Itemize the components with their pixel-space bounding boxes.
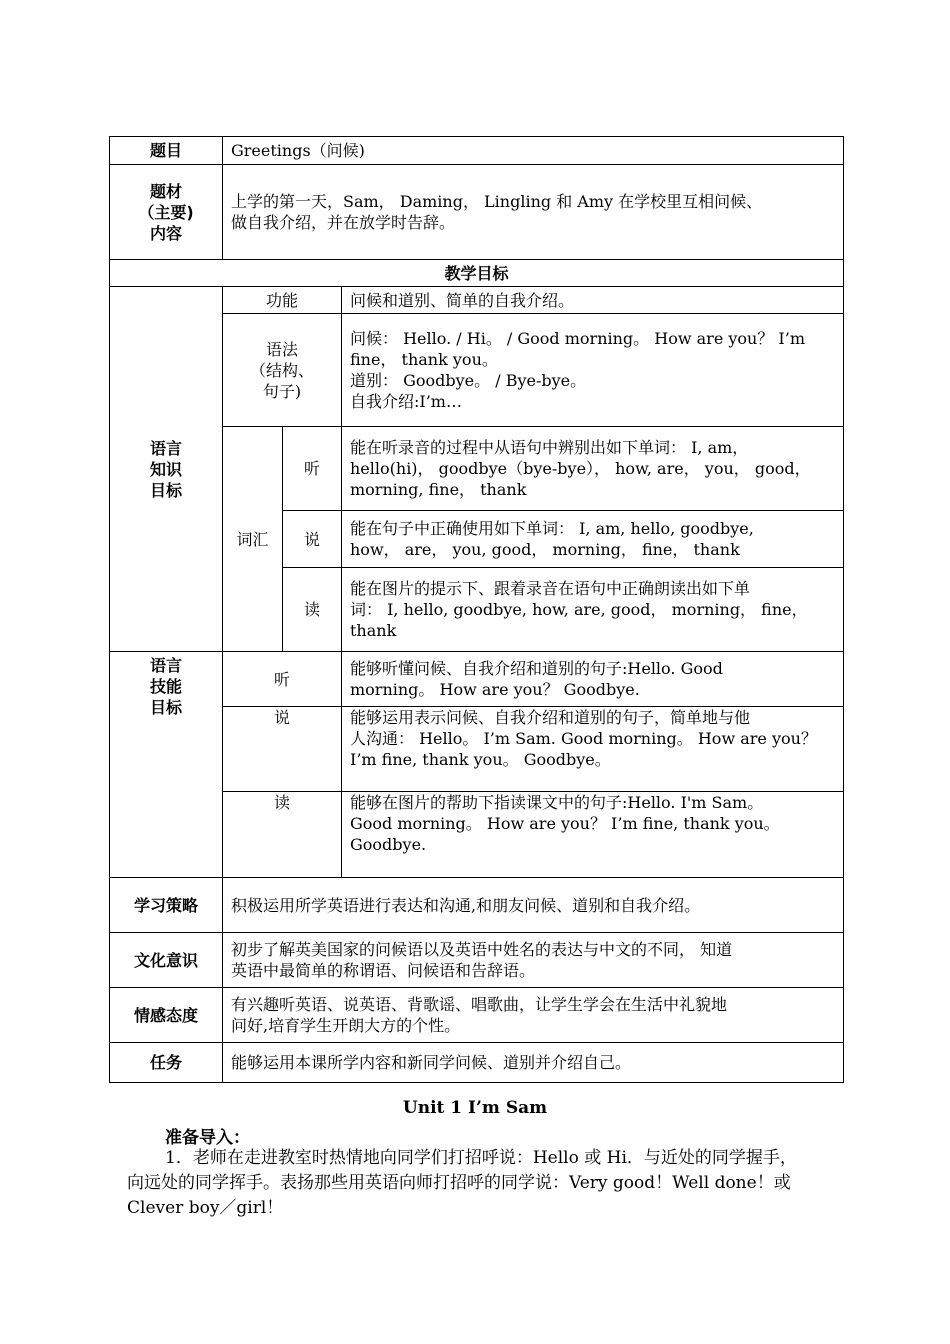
attitude-value: 有兴趣听英语、说英语、背歌谣、唱歌曲，让学生学会在生活中礼貌地 问好,培育学生开朗大方的个性。 [223, 988, 844, 1043]
row-culture [110, 933, 844, 988]
skill-speak-value: 能够运用表示问候、自我介绍和道别的句子，简单地与他 人沟通： Hello。 I’m Sam. Good morning。 How are you？ I’m fine, thank you。 Goodbye。 [342, 707, 844, 792]
material-label: 题材 （主要) 内容 [110, 165, 223, 260]
skill-listen-value: 能够听懂问候、自我介绍和道别的句子:Hello. Good morning。 How are you？ Goodbye. [342, 652, 844, 707]
attitude-label: 情感态度 [110, 988, 223, 1043]
vocab-label: 词汇 [223, 427, 283, 652]
row-attitude [110, 988, 844, 1043]
vocab-listen-label: 听 [283, 427, 342, 511]
lesson-plan-table [109, 136, 844, 1083]
culture-label: 文化意识 [110, 933, 223, 988]
strategy-value: 积极运用所学英语进行表达和沟通,和朋友问候、道别和自我介绍。 [223, 878, 844, 933]
row-material [110, 165, 844, 260]
row-topic [110, 137, 844, 165]
intro-paragraph: 1．老师在走进教室时热情地向同学们打招呼说：Hello 或 Hi．与近处的同学握手， 向远处的同学挥手。表扬那些用英语向师打招呼的同学说：Very good！Well done！或 Clever boy／girl！ [127, 1148, 797, 1218]
skill-read-value: 能够在图片的帮助下指读课文中的句子:Hello. I'm Sam。 Good morning。 How are you？ I’m fine, thank you。 Goodbye. [342, 792, 844, 878]
skill-listen-label: 听 [223, 652, 342, 707]
grammar-value: 问候： Hello. / Hi。 / Good morning。 How are you？ I’m fine， thank you。 道别： Goodbye。 / Bye-bye。 自我介绍:I’m… [342, 314, 844, 427]
task-value: 能够运用本课所学内容和新同学问候、道别并介绍自己。 [223, 1043, 844, 1083]
strategy-label: 学习策略 [110, 878, 223, 933]
skill-speak-label: 说 [223, 707, 342, 792]
unit-title: Unit 1 I’m Sam [402, 1098, 548, 1118]
row-task [110, 1043, 844, 1083]
function-value: 问候和道别、简单的自我介绍。 [342, 287, 844, 314]
material-value: 上学的第一天，Sam， Daming， Lingling 和 Amy 在学校里互相问候、 做自我介绍，并在放学时告辞。 [223, 165, 844, 260]
topic-value: Greetings（问候) [223, 137, 844, 165]
section-heading: 准备导入： [165, 1128, 250, 1148]
vocab-read-value: 能在图片的提示下、跟着录音在语句中正确朗读出如下单 词： I, hello, goodbye, how, are, good， morning， fine， thank [342, 568, 844, 652]
task-label: 任务 [110, 1043, 223, 1083]
language-knowledge-label: 语言 知识 目标 [110, 287, 223, 652]
vocab-speak-value: 能在句子中正确使用如下单词： I, am, hello, goodbye, how， are， you, good， morning， fine， thank [342, 511, 844, 568]
row-skill-listen [110, 652, 844, 707]
vocab-listen-value: 能在听录音的过程中从语句中辨别出如下单词： I, am， hello(hi)， goodbye（bye-bye）， how, are， you， good， morning, fine， thank [342, 427, 844, 511]
skill-read-label: 读 [223, 792, 342, 878]
grammar-label: 语法 （结构、 句子) [223, 314, 342, 427]
objectives-header: 教学目标 [110, 260, 844, 287]
row-objectives-header [110, 260, 844, 287]
row-strategy [110, 878, 844, 933]
language-skill-label: 语言 技能 目标 [110, 652, 223, 878]
culture-value: 初步了解英美国家的问候语以及英语中姓名的表达与中文的不同， 知道 英语中最简单的称谓语、问候语和告辞语。 [223, 933, 844, 988]
vocab-speak-label: 说 [283, 511, 342, 568]
function-label: 功能 [223, 287, 342, 314]
vocab-read-label: 读 [283, 568, 342, 652]
row-function [110, 287, 844, 314]
topic-label: 题目 [110, 137, 223, 165]
